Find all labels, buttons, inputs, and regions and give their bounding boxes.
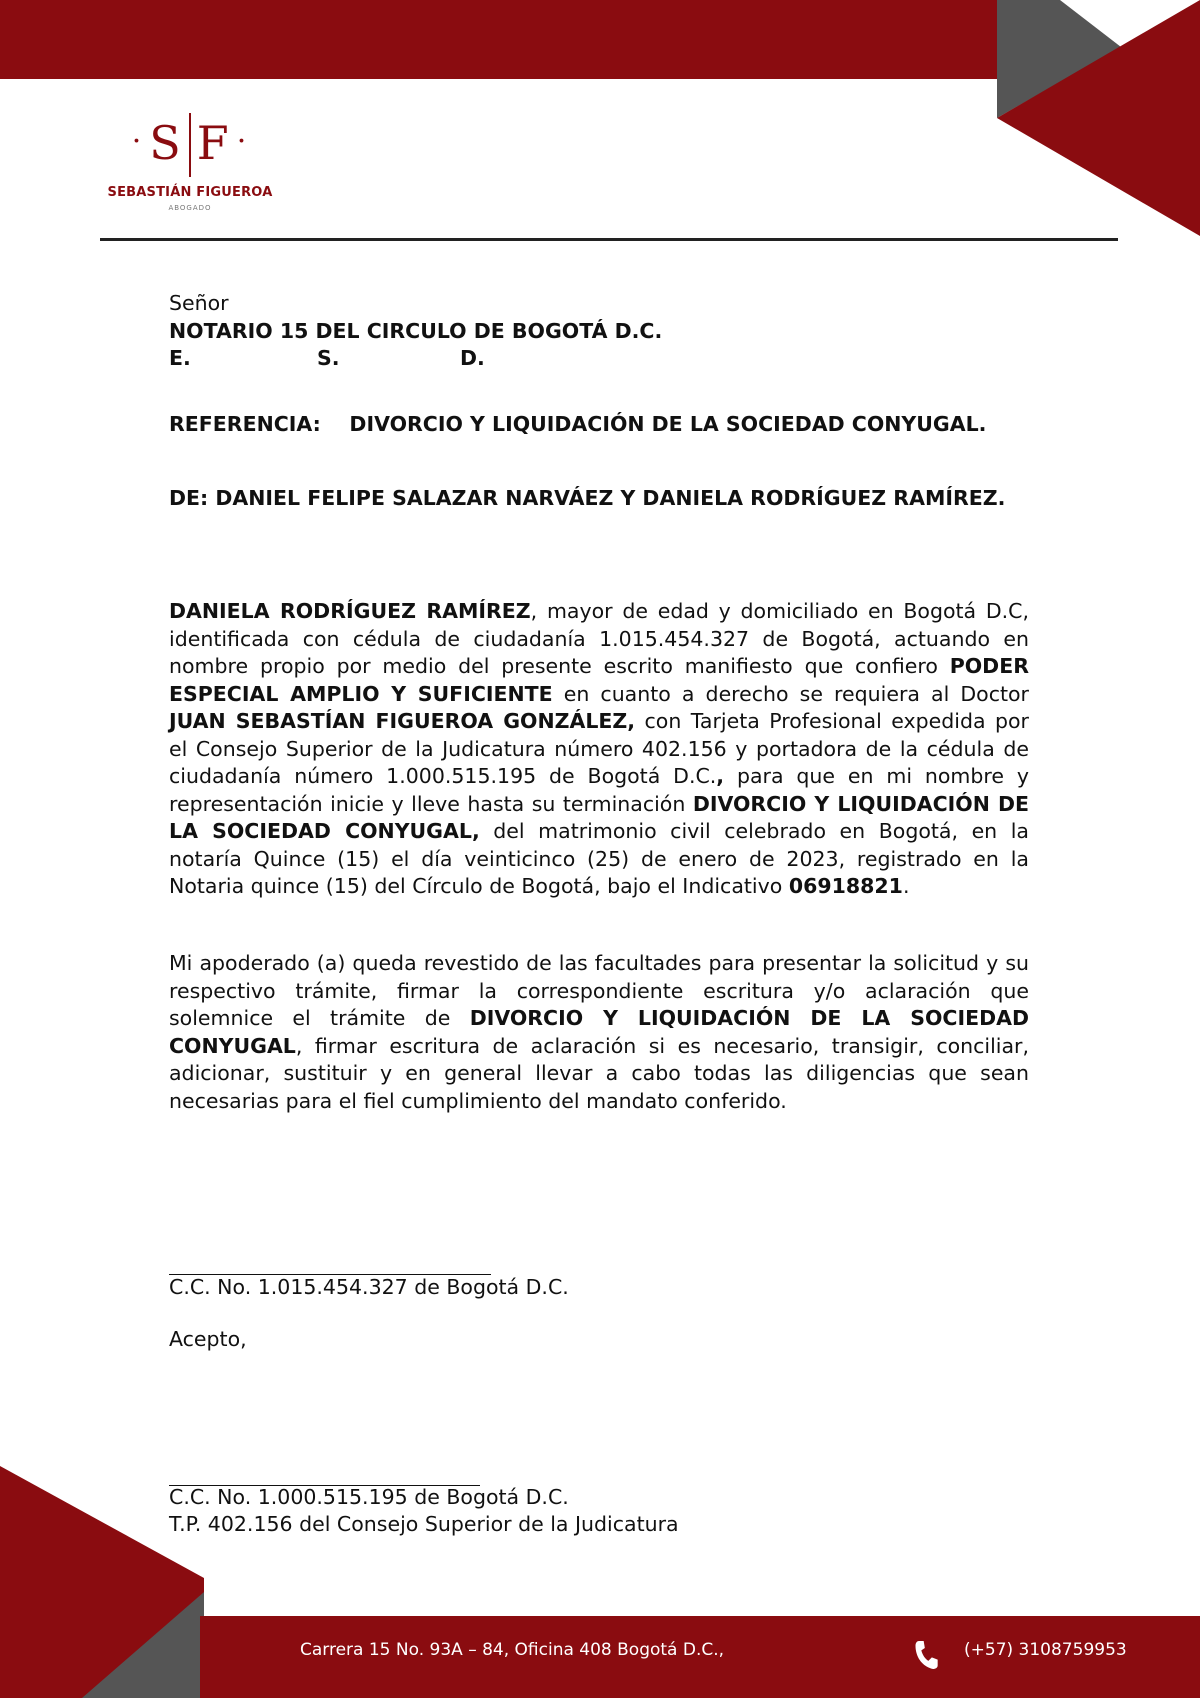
recipient-block xyxy=(169,290,1029,373)
reference-parties: DE: DANIEL FELIPE SALAZAR NARVÁEZ Y DANIELA RODRÍGUEZ RAMÍREZ. xyxy=(169,486,1006,510)
firm-logo xyxy=(95,112,285,212)
logo-monogram: · S F · xyxy=(95,112,285,177)
logo-name: SEBASTIÁN FIGUEROA xyxy=(107,185,273,200)
accept-label: Acepto, xyxy=(169,1327,247,1351)
footer-address: Carrera 15 No. 93A – 84, Oficina 408 Bogotá D.C., xyxy=(300,1640,725,1660)
body-paragraph-1: DANIELA RODRÍGUEZ RAMÍREZ, mayor de edad y domiciliado en Bogotá D.C, identificada con cédula de ciudadanía 1.015.454.327 de Bogotá, actuando en nombre propio por medio del presente escrito manifiesto que confiero PODER ESPECIAL AMPLIO Y SUFICIENTE en cuanto a derecho se requiera al Doctor JUAN SEBASTÍAN FIGUEROA GONZÁLEZ, con Tarjeta Profesional expedida por el Consejo Superior de la Judicatura número 402.156 y portadora de la cédula de ciudadanía número 1.000.515.195 de Bogotá D.C., para que en mi nombre y representación inicie y lleve hasta su terminación DIVORCIO Y LIQUIDACIÓN DE LA SOCIEDAD CONYUGAL, del matrimonio civil celebrado en Bogotá, en la notaría Quince (15) el día veinticinco (25) de enero de 2023, registrado en la Notaria quince (15) del Círculo de Bogotá, bajo el Indicativo 06918821. xyxy=(169,599,1030,898)
header-divider xyxy=(100,238,1118,241)
logo-subtitle: ABOGADO xyxy=(168,204,212,212)
header-band xyxy=(0,0,1000,79)
body-paragraph-2: Mi apoderado (a) queda revestido de las facultades para presentar la solicitud y su respectivo trámite, firmar la correspondiente escritura y/o aclaración que solemnice el trámite de DIVORCIO Y LIQUIDACIÓN DE LA SOCIEDAD CONYUGAL, firmar escritura de aclaración si es necesario, transigir, conciliar, adicionar, sustituir y en general llevar a cabo todas las diligencias que sean necesarias para el fiel cumplimiento del mandato conferido. xyxy=(169,951,1030,1113)
footer-phone: (+57) 3108759953 xyxy=(964,1640,1127,1660)
reference-line: REFERENCIA: DIVORCIO Y LIQUIDACIÓN DE LA SOCIEDAD CONYUGAL. xyxy=(169,412,987,436)
phone-icon xyxy=(912,1638,940,1672)
addressee: NOTARIO 15 DEL CIRCULO DE BOGOTÁ D.C. xyxy=(169,318,663,343)
grantor-cc: C.C. No. 1.015.454.327 de Bogotá D.C. xyxy=(169,1275,569,1299)
esd-line: E. S. D. xyxy=(169,346,485,370)
attorney-tp: T.P. 402.156 del Consejo Superior de la Judicatura xyxy=(169,1512,679,1536)
attorney-cc: C.C. No. 1.000.515.195 de Bogotá D.C. xyxy=(169,1485,569,1509)
salutation: Señor xyxy=(169,291,229,315)
